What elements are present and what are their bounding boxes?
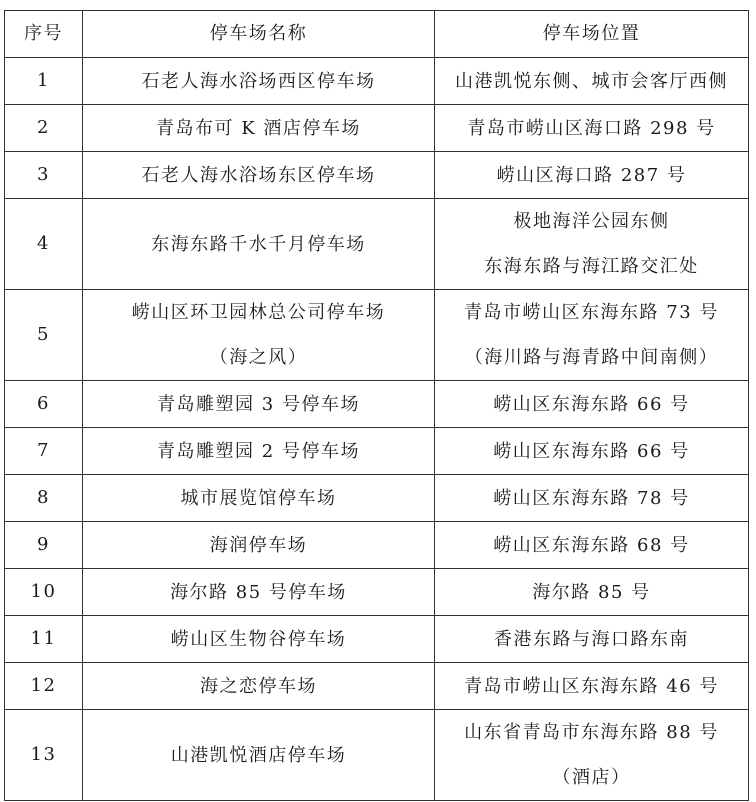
header-row (5, 11, 749, 58)
cell-name (83, 616, 435, 663)
cell-location-line: 海尔路 85 号 (532, 581, 651, 603)
cell-name (83, 381, 435, 428)
cell-location-line: 香港东路与海口路东南 (494, 628, 689, 650)
cell-location-line: 崂山区东海东路 68 号 (493, 534, 690, 556)
cell-location-line: 青岛市崂山区海口路 298 号 (467, 117, 716, 139)
cell-number: 12 (5, 663, 83, 710)
cell-name-line: （海之风） (209, 347, 308, 368)
cell-location-line: 山东省青岛市东海东路 88 号 (464, 722, 719, 743)
table-row (5, 475, 749, 522)
cell-location-line: （海川路与海青路中间南侧） (464, 347, 719, 368)
cell-name-line: 石老人海水浴场东区停车场 (141, 164, 376, 186)
table-row (5, 428, 749, 475)
cell-location-line: 青岛市崂山区东海东路 46 号 (464, 675, 719, 697)
table-row (5, 522, 749, 569)
cell-name (83, 710, 435, 801)
cell-name (83, 663, 435, 710)
table-row (5, 663, 749, 710)
cell-location-line: 崂山区东海东路 66 号 (493, 440, 690, 462)
cell-number: 3 (5, 152, 83, 199)
cell-location (435, 428, 749, 475)
cell-name (83, 475, 435, 522)
table-row (5, 569, 749, 616)
table-row (5, 105, 749, 152)
cell-name-line: 东海东路千水千月停车场 (151, 233, 366, 255)
cell-number: 11 (5, 616, 83, 663)
cell-name-line: 青岛布可 K 酒店停车场 (156, 117, 361, 139)
cell-name (83, 58, 435, 105)
cell-location (435, 381, 749, 428)
cell-location (435, 105, 749, 152)
cell-location (435, 616, 749, 663)
cell-number: 2 (5, 105, 83, 152)
table-row (5, 290, 749, 381)
cell-location (435, 569, 749, 616)
cell-number: 8 (5, 475, 83, 522)
cell-location-line: 山港凯悦东侧、城市会客厅西侧 (455, 70, 728, 92)
cell-name (83, 199, 435, 290)
header-name: 停车场名称 (83, 11, 435, 58)
table-row (5, 710, 749, 801)
cell-name-line: 海之恋停车场 (200, 675, 317, 697)
cell-name-line: 崂山区环卫园林总公司停车场 (131, 302, 386, 323)
cell-name (83, 152, 435, 199)
cell-location-line: 青岛市崂山区东海东路 73 号 (464, 302, 719, 323)
cell-number: 6 (5, 381, 83, 428)
cell-name-line: 青岛雕塑园 3 号停车场 (157, 393, 360, 415)
cell-number: 4 (5, 199, 83, 290)
cell-name-line: 石老人海水浴场西区停车场 (141, 70, 376, 92)
table-row (5, 58, 749, 105)
cell-number: 7 (5, 428, 83, 475)
cell-number: 5 (5, 290, 83, 381)
cell-location-line: 崂山区东海东路 66 号 (493, 393, 690, 415)
cell-location (435, 199, 749, 290)
cell-location-line: 崂山区海口路 287 号 (496, 164, 687, 186)
cell-name-line: 崂山区生物谷停车场 (170, 628, 347, 650)
cell-location (435, 710, 749, 801)
header-number: 序号 (5, 11, 83, 58)
header-location: 停车场位置 (435, 11, 749, 58)
cell-location-line: 极地海洋公园东侧 (513, 211, 670, 232)
cell-location-line: （酒店） (552, 767, 631, 788)
cell-name (83, 290, 435, 381)
cell-name-line: 海尔路 85 号停车场 (170, 581, 347, 603)
table-row (5, 199, 749, 290)
cell-name (83, 428, 435, 475)
table-row (5, 616, 749, 663)
cell-location (435, 290, 749, 381)
cell-location-line: 崂山区东海东路 78 号 (493, 487, 690, 509)
cell-location (435, 58, 749, 105)
cell-location (435, 152, 749, 199)
table-row (5, 381, 749, 428)
cell-location (435, 475, 749, 522)
cell-location-line: 东海东路与海江路交汇处 (484, 256, 699, 277)
cell-number: 10 (5, 569, 83, 616)
cell-name (83, 569, 435, 616)
cell-location (435, 522, 749, 569)
cell-name (83, 522, 435, 569)
cell-number: 1 (5, 58, 83, 105)
cell-name-line: 海润停车场 (209, 534, 308, 556)
cell-number: 13 (5, 710, 83, 801)
cell-location (435, 663, 749, 710)
parking-table (4, 10, 749, 801)
table-row (5, 152, 749, 199)
cell-name-line: 青岛雕塑园 2 号停车场 (157, 440, 360, 462)
cell-number: 9 (5, 522, 83, 569)
cell-name-line: 山港凯悦酒店停车场 (170, 744, 347, 766)
cell-name-line: 城市展览馆停车场 (180, 487, 337, 509)
cell-name (83, 105, 435, 152)
